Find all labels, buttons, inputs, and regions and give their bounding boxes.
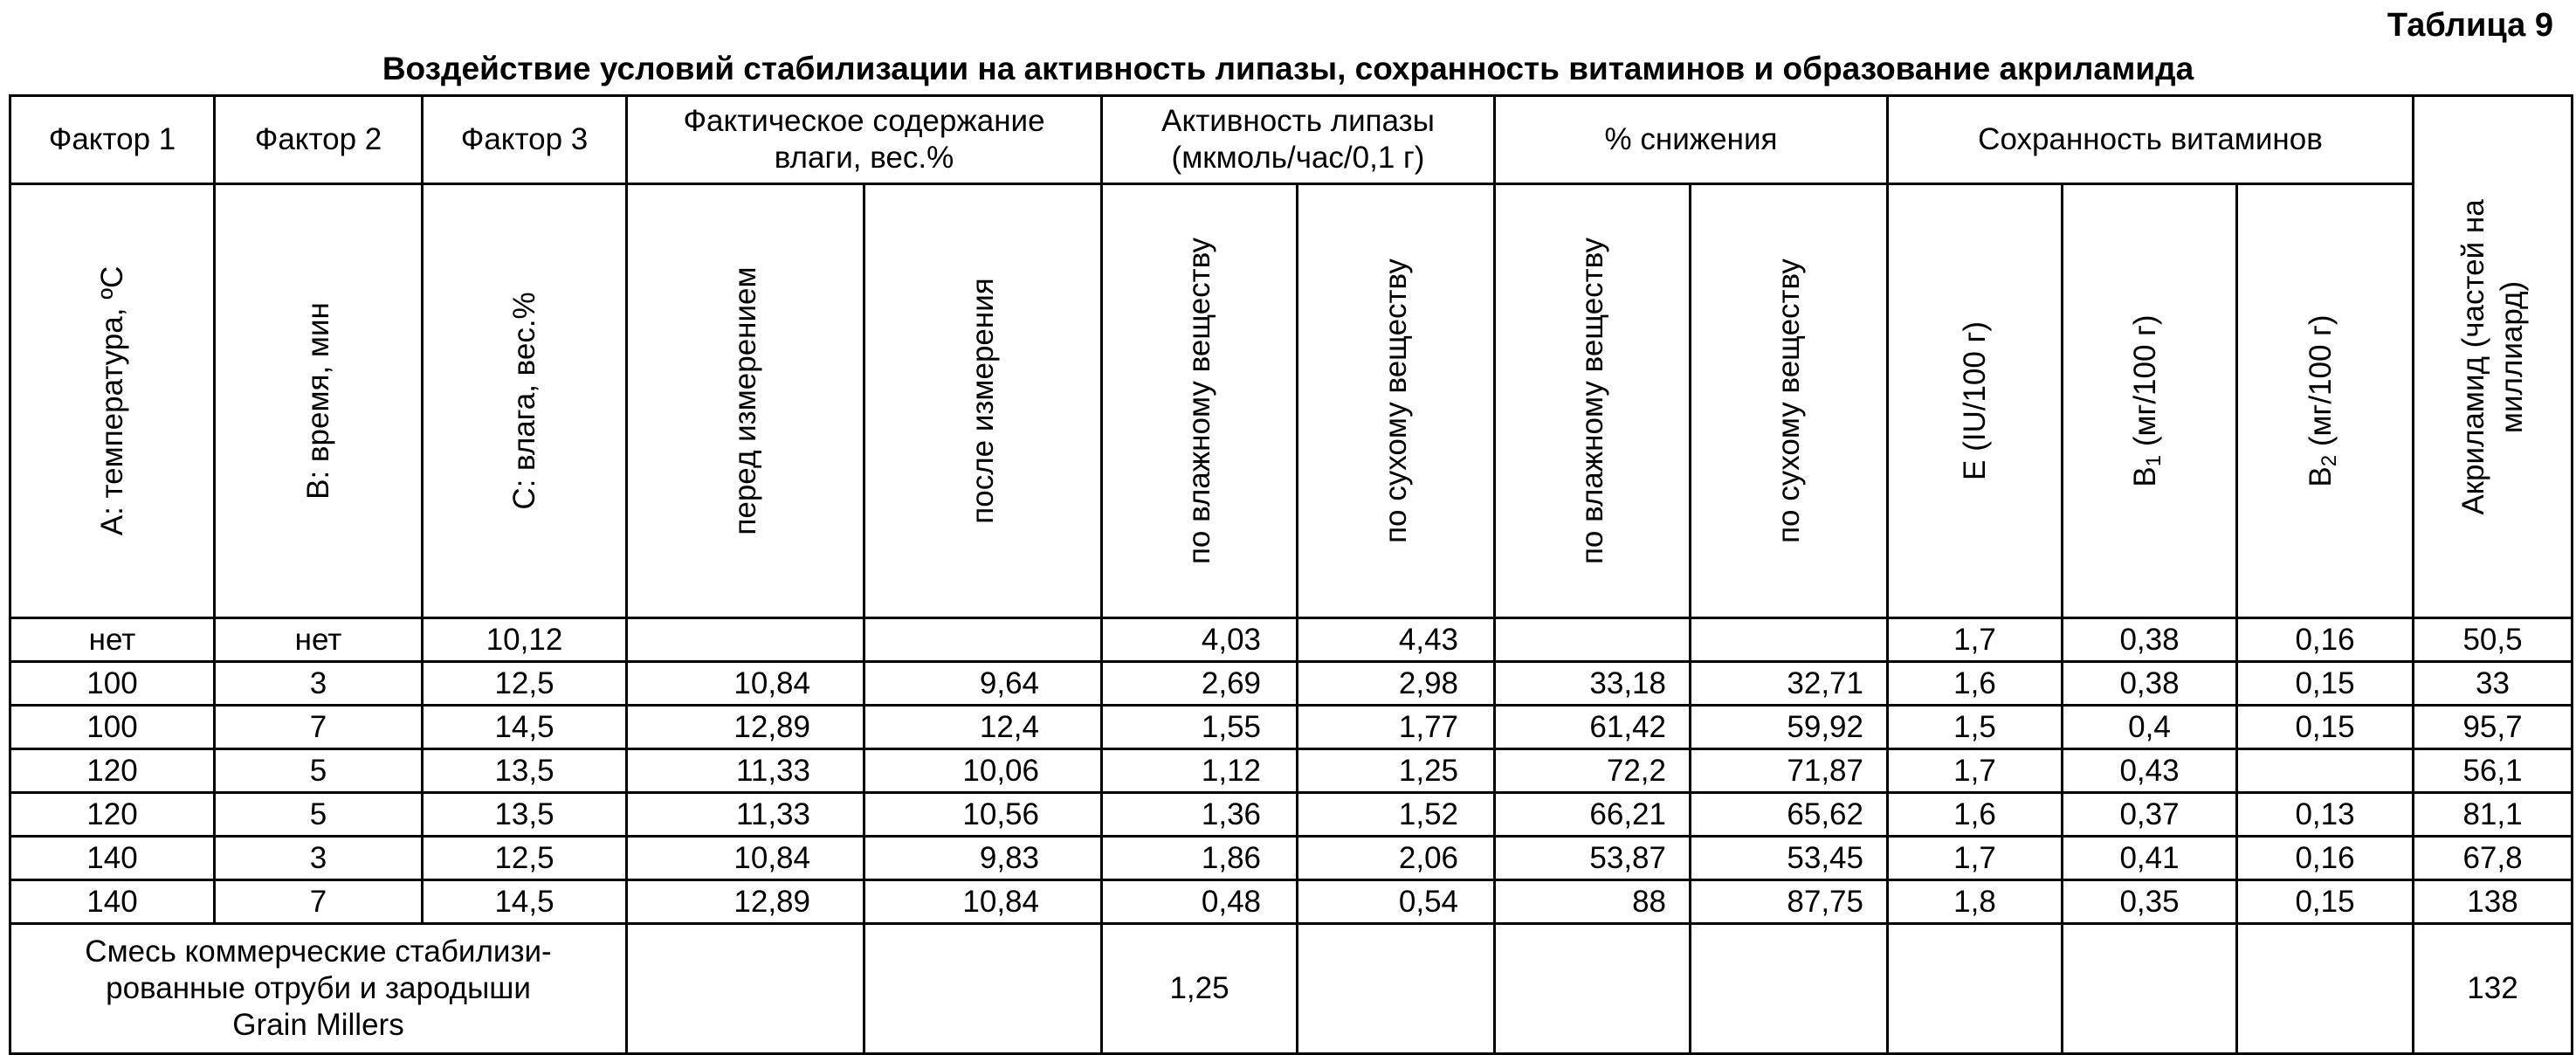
table-cell: 1,77 bbox=[1298, 706, 1495, 749]
table-cell: 1,86 bbox=[1102, 837, 1298, 880]
table-cell: нет bbox=[10, 618, 215, 662]
table-cell: нет bbox=[215, 618, 423, 662]
table-cell: 100 bbox=[10, 706, 215, 749]
table-cell: 12,89 bbox=[627, 706, 864, 749]
table-cell bbox=[2237, 924, 2414, 1054]
table-cell: 10,84 bbox=[627, 837, 864, 880]
table-cell: 9,64 bbox=[864, 662, 1102, 706]
table-row bbox=[10, 662, 2573, 706]
header-factor1: Фактор 1 bbox=[10, 96, 215, 184]
table-cell: 53,45 bbox=[1691, 837, 1888, 880]
table-cell: 12,4 bbox=[864, 706, 1102, 749]
table-cell: 10,06 bbox=[864, 749, 1102, 793]
table-cell: 10,84 bbox=[864, 880, 1102, 924]
table-cell: 13,5 bbox=[423, 793, 627, 837]
header-reduction-group: % снижения bbox=[1495, 96, 1888, 184]
table-cell: 11,33 bbox=[627, 749, 864, 793]
table-cell: 0,41 bbox=[2063, 837, 2237, 880]
table-cell bbox=[1495, 924, 1691, 1054]
header-acrylamide-line2: миллиард) bbox=[2494, 280, 2529, 433]
header-after: после измерения bbox=[864, 184, 1102, 618]
table-cell: 67,8 bbox=[2414, 837, 2573, 880]
commercial-lipase-wet: 1,25 bbox=[1102, 924, 1298, 1054]
header-factor2: Фактор 2 bbox=[215, 96, 423, 184]
table-cell: 12,5 bbox=[423, 837, 627, 880]
table-cell: 1,52 bbox=[1298, 793, 1495, 837]
table-cell bbox=[1298, 924, 1495, 1054]
table-cell: 1,25 bbox=[1298, 749, 1495, 793]
table-cell: 13,5 bbox=[423, 749, 627, 793]
data-rows bbox=[10, 618, 2573, 924]
commercial-acrylamide: 132 bbox=[2414, 924, 2573, 1054]
table-cell: 0,13 bbox=[2237, 793, 2414, 837]
table-cell: 61,42 bbox=[1495, 706, 1691, 749]
table-cell: 0,43 bbox=[2063, 749, 2237, 793]
table-cell: 3 bbox=[215, 662, 423, 706]
table-cell: 59,92 bbox=[1691, 706, 1888, 749]
table-cell bbox=[1691, 924, 1888, 1054]
table-cell: 0,38 bbox=[2063, 662, 2237, 706]
header-before: перед измерением bbox=[627, 184, 864, 618]
header-a-temp: A: температура, ºС bbox=[10, 184, 215, 618]
table-row bbox=[10, 749, 2573, 793]
table-cell: 0,38 bbox=[2063, 618, 2237, 662]
header-row-1 bbox=[10, 96, 2573, 184]
header-reduction-wet: по влажному веществу bbox=[1495, 184, 1691, 618]
table-cell: 140 bbox=[10, 837, 215, 880]
header-vitamin-e: E (IU/100 г) bbox=[1888, 184, 2063, 618]
table-cell: 10,56 bbox=[864, 793, 1102, 837]
header-acrylamide bbox=[2414, 96, 2573, 618]
header-reduction-dry: по сухому веществу bbox=[1691, 184, 1888, 618]
table-cell: 87,75 bbox=[1691, 880, 1888, 924]
table-cell: 1,12 bbox=[1102, 749, 1298, 793]
table-cell: 66,21 bbox=[1495, 793, 1691, 837]
table-cell: 1,8 bbox=[1888, 880, 2063, 924]
table-cell: 88 bbox=[1495, 880, 1691, 924]
header-row-2 bbox=[10, 184, 2573, 618]
header-lipase-group bbox=[1102, 96, 1495, 184]
table-cell: 11,33 bbox=[627, 793, 864, 837]
table-cell: 2,69 bbox=[1102, 662, 1298, 706]
table-cell: 53,87 bbox=[1495, 837, 1691, 880]
table-cell: 0,35 bbox=[2063, 880, 2237, 924]
table-row bbox=[10, 618, 2573, 662]
table-cell: 2,06 bbox=[1298, 837, 1495, 880]
table-cell: 33,18 bbox=[1495, 662, 1691, 706]
header-moisture-group bbox=[627, 96, 1102, 184]
table-cell bbox=[1888, 924, 2063, 1054]
table-cell bbox=[864, 618, 1102, 662]
table-cell: 120 bbox=[10, 793, 215, 837]
header-moisture-line2: влаги, вес.% bbox=[774, 141, 954, 175]
table-cell bbox=[1495, 618, 1691, 662]
header-lipase-line1: Активность липазы bbox=[1161, 104, 1435, 138]
commercial-label-line2: рованные отруби и зародыши bbox=[106, 971, 531, 1005]
table-cell: 5 bbox=[215, 749, 423, 793]
table-cell bbox=[2063, 924, 2237, 1054]
header-moisture-line1: Фактическое содержание bbox=[683, 104, 1045, 138]
table-cell: 0,15 bbox=[2237, 880, 2414, 924]
table-cell: 0,4 bbox=[2063, 706, 2237, 749]
table-cell: 14,5 bbox=[423, 706, 627, 749]
table-cell: 138 bbox=[2414, 880, 2573, 924]
commercial-label-line1: Смесь коммерческие стабилизи- bbox=[85, 934, 552, 969]
table-cell: 50,5 bbox=[2414, 618, 2573, 662]
commercial-row bbox=[10, 924, 2573, 1054]
table-cell: 32,71 bbox=[1691, 662, 1888, 706]
table-cell bbox=[864, 924, 1102, 1054]
header-factor3: Фактор 3 bbox=[423, 96, 627, 184]
table-cell: 1,6 bbox=[1888, 662, 2063, 706]
table-cell: 1,7 bbox=[1888, 749, 2063, 793]
header-lipase-wet: по влажному веществу bbox=[1102, 184, 1298, 618]
table-cell: 10,84 bbox=[627, 662, 864, 706]
table-cell: 12,89 bbox=[627, 880, 864, 924]
table-row bbox=[10, 880, 2573, 924]
table-cell bbox=[1691, 618, 1888, 662]
table-cell: 7 bbox=[215, 706, 423, 749]
table-cell bbox=[627, 618, 864, 662]
table-cell: 0,37 bbox=[2063, 793, 2237, 837]
table-cell: 120 bbox=[10, 749, 215, 793]
table-caption: Воздействие условий стабилизации на активность липазы, сохранность витаминов и образование акриламида bbox=[382, 51, 2194, 86]
table-cell: 0,15 bbox=[2237, 662, 2414, 706]
table-label: Таблица 9 bbox=[2387, 7, 2553, 44]
table-cell: 5 bbox=[215, 793, 423, 837]
table-cell: 0,16 bbox=[2237, 837, 2414, 880]
commercial-label bbox=[10, 924, 627, 1054]
table-cell: 1,55 bbox=[1102, 706, 1298, 749]
table-cell: 10,12 bbox=[423, 618, 627, 662]
header-b-time: B: время, мин bbox=[215, 184, 423, 618]
header-vitamins-group: Сохранность витаминов bbox=[1888, 96, 2414, 184]
table-cell: 7 bbox=[215, 880, 423, 924]
table-cell: 71,87 bbox=[1691, 749, 1888, 793]
table-cell: 3 bbox=[215, 837, 423, 880]
table-row bbox=[10, 837, 2573, 880]
table-cell: 0,15 bbox=[2237, 706, 2414, 749]
table-cell: 1,5 bbox=[1888, 706, 2063, 749]
table-cell: 12,5 bbox=[423, 662, 627, 706]
table-cell bbox=[2237, 749, 2414, 793]
header-lipase-dry: по сухому веществу bbox=[1298, 184, 1495, 618]
table-cell: 4,03 bbox=[1102, 618, 1298, 662]
table-cell: 1,6 bbox=[1888, 793, 2063, 837]
header-lipase-line2: (мкмоль/час/0,1 г) bbox=[1171, 141, 1425, 175]
table-cell: 33 bbox=[2414, 662, 2573, 706]
header-vitamin-b2: $B_2$ (мг/100 г) bbox=[2237, 184, 2414, 618]
table-cell: 65,62 bbox=[1691, 793, 1888, 837]
table-cell: 1,7 bbox=[1888, 837, 2063, 880]
table-row bbox=[10, 793, 2573, 837]
header-acrylamide-line1: Акриламид (частей на bbox=[2455, 198, 2490, 515]
table-cell: 0,16 bbox=[2237, 618, 2414, 662]
table-cell bbox=[627, 924, 864, 1054]
table-cell: 0,54 bbox=[1298, 880, 1495, 924]
table-cell: 72,2 bbox=[1495, 749, 1691, 793]
table-cell: 9,83 bbox=[864, 837, 1102, 880]
commercial-label-line3: Grain Millers bbox=[232, 1008, 404, 1042]
table-cell: 81,1 bbox=[2414, 793, 2573, 837]
table-cell: 95,7 bbox=[2414, 706, 2573, 749]
results-table bbox=[9, 94, 2573, 1055]
table-cell: 100 bbox=[10, 662, 215, 706]
table-cell: 4,43 bbox=[1298, 618, 1495, 662]
table-cell: 1,36 bbox=[1102, 793, 1298, 837]
table-cell: 2,98 bbox=[1298, 662, 1495, 706]
table-cell: 1,7 bbox=[1888, 618, 2063, 662]
header-c-moisture: C: влага, вес.% bbox=[423, 184, 627, 618]
header-vitamin-b1: $B_1$ (мг/100 г) bbox=[2063, 184, 2237, 618]
table-cell: 140 bbox=[10, 880, 215, 924]
table-row bbox=[10, 706, 2573, 749]
table-cell: 0,48 bbox=[1102, 880, 1298, 924]
table-cell: 56,1 bbox=[2414, 749, 2573, 793]
table-cell: 14,5 bbox=[423, 880, 627, 924]
